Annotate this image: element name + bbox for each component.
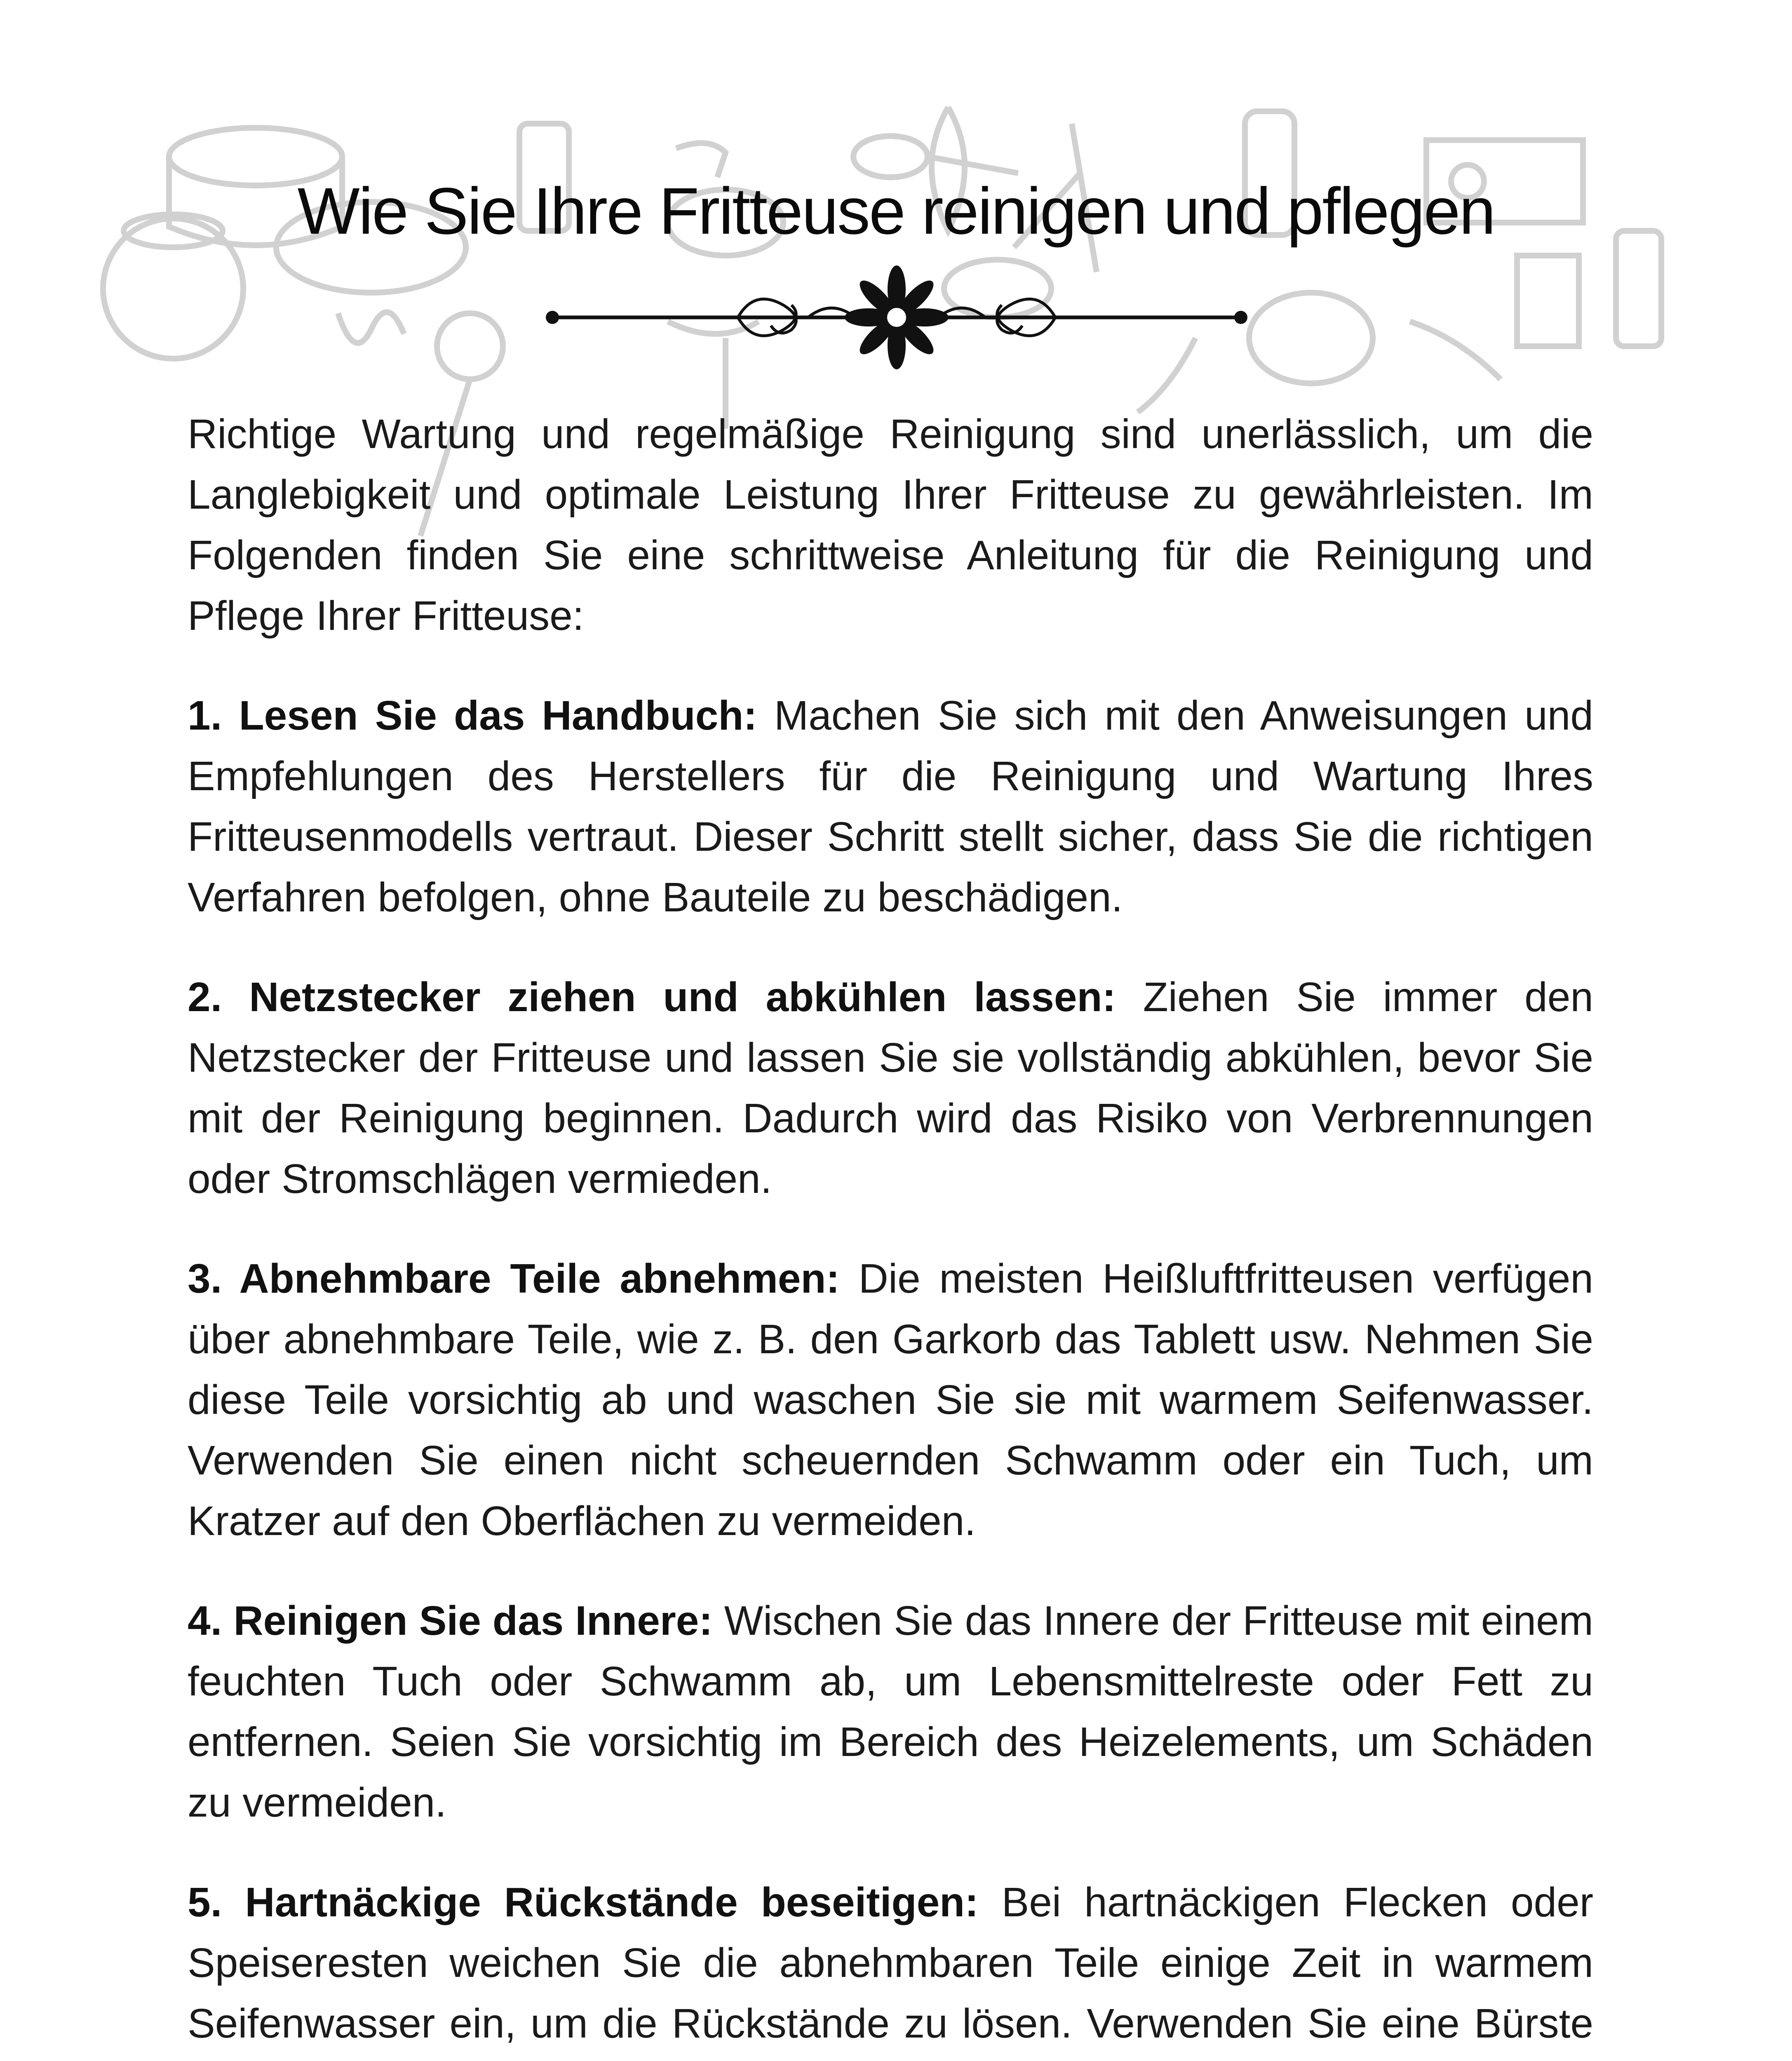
step-text: Bei hartnäckigen Flecken oder Speiseresten weichen Sie die abnehmbaren Teile einige Zeit in warmem Seifenwasser ein, um die Rückstände zu lösen. Verwenden Sie eine Bürste — [188, 1879, 1593, 2047]
step-text: Machen Sie sich mit den Anweisungen und Empfehlungen des Herstellers für die Reinigung und Wartung Ihres Fritteusenmodells vertraut. Dieser Schritt stellt sicher, dass Sie die richtigen Verfahren befolgen, ohne Bauteile zu beschädigen. — [188, 692, 1593, 920]
step-heading: 4. Reinigen Sie das Innere: — [188, 1598, 713, 1644]
step-heading: 1. Lesen Sie das Handbuch: — [188, 692, 757, 739]
step-heading: 2. Netzstecker ziehen und abkühlen lassen: — [188, 974, 1116, 1020]
step-text: Die meisten Heißluftfritteusen verfügen über abnehmbare Teile, wie z. B. den Garkorb das Tablett usw. Nehmen Sie diese Teile vorsichtig ab und waschen Sie sie mit warmem Seifenwasser. Verwenden Sie einen nicht scheuernden Schwamm oder ein Tuch, um Kratzer auf den Oberflächen zu vermeiden. — [188, 1256, 1593, 1544]
flourish-divider-icon — [544, 264, 1249, 371]
step-heading: 5. Hartnäckige Rückstände beseitigen: — [188, 1879, 979, 1925]
step-paragraph — [188, 685, 1593, 928]
step-text: Wischen Sie das Innere der Fritteuse mit einem feuchten Tuch oder Schwamm ab, um Lebensmittelreste oder Fett zu entfernen. Seien Sie vorsichtig im Bereich des Heizelements, um Schäden zu vermeiden. — [188, 1598, 1593, 1826]
article-body — [188, 404, 1593, 2061]
step-heading: 3. Abnehmbare Teile abnehmen: — [188, 1256, 840, 1302]
step-paragraph — [188, 1249, 1593, 1552]
step-paragraph — [188, 1591, 1593, 1833]
step-paragraph — [188, 967, 1593, 1209]
step-text: Ziehen Sie immer den Netzstecker der Fritteuse und lassen Sie sie vollständig abkühlen, bevor Sie mit der Reinigung beginnen. Dadurch wird das Risiko von Verbrennungen oder Stromschlägen vermieden. — [188, 974, 1593, 1202]
page-title: Wie Sie Ihre Fritteuse reinigen und pflegen — [297, 174, 1495, 248]
step-paragraph — [188, 1872, 1593, 2061]
intro-paragraph: Richtige Wartung und regelmäßige Reinigung sind unerlässlich, um die Langlebigkeit und optimale Leistung Ihrer Fritteuse zu gewährleisten. Im Folgenden finden Sie eine schrittweise Anleitung für die Reinigung und Pflege Ihrer Fritteuse: — [188, 411, 1593, 639]
